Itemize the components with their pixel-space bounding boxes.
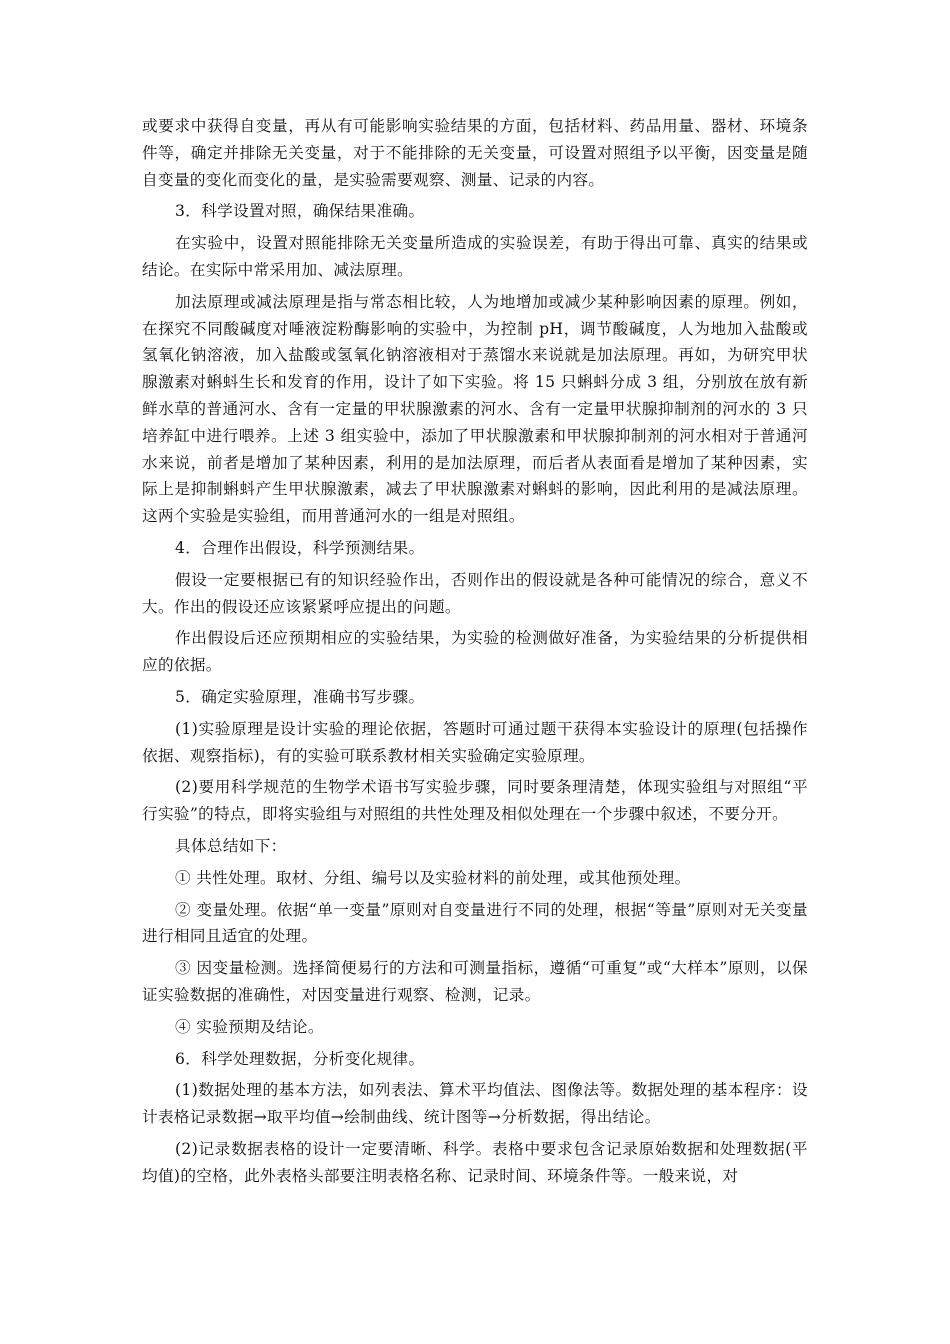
list-item: ③ 因变量检测。选择简便易行的方法和可测量指标，遵循“可重复”或“大样本”原则，以保证实验数据的准确性，对因变量进行观察、检测，记录。 [142,959,808,1004]
document-page [142,118,808,1194]
list-item: ④ 实验预期及结论。 [175,1017,324,1036]
section-heading-6: 6．科学处理数据，分析变化规律。 [175,1049,425,1068]
section-heading-3: 3．科学设置对照，确保结果准确。 [175,202,425,221]
section-heading-5: 5．确定实验原理，准确书写步骤。 [175,687,425,706]
paragraph: 假设一定要根据已有的知识经验作出，否则作出的假设就是各种可能情况的综合，意义不大。作出的假设还应该紧紧呼应提出的问题。 [142,570,808,616]
paragraph: 在实验中，设置对照能排除无关变量所造成的实验误差，有助于得出可靠、真实的结果或结论。在实际中常采用加、减法原理。 [142,234,808,279]
paragraph-continuation: 或要求中获得自变量，再从有可能影响实验结果的方面，包括材料、药品用量、器材、环境条件等，确定并排除无关变量，对于不能排除的无关变量，可设置对照组予以平衡，因变量是随自变量的变化而变化的量，是实验需要观察、测量、记录的内容。 [142,117,808,189]
paragraph: 加法原理或减法原理是指与常态相比较，人为地增加或减少某种影响因素的原理。例如，在探究不同酸碱度对唾液淀粉酶影响的实验中，为控制 pH，调节酸碱度，人为地加入盐酸或氢氧化钠溶液，加入盐酸或氢氧化钠溶液相对于蒸馏水来说就是加法原理。再如，为研究甲状腺激素对蝌蚪生长和发育的作用，设计了如下实验。将 15 只蝌蚪分成 3 组，分别放在放有新鲜水草的普通河水、含有一定量的甲状腺激素的河水、含有一定量甲状腺抑制剂的河水的 3 只培养缸中进行喂养。上述 3 组实验中，添加了甲状腺激素和甲状腺抑制剂的河水相对于普通河水来说，前者是增加了某种因素，利用的是加法原理，而后者从表面看是增加了某种因素，实际上是抑制蝌蚪产生甲状腺激素，减去了甲状腺激素对蝌蚪的影响，因此利用的是减法原理。这两个实验是实验组，而用普通河水的一组是对照组。 [142,292,808,526]
list-item: ② 变量处理。依据“单一变量”原则对自变量进行不同的处理，根据“等量”原则对无关变量进行相同且适宜的处理。 [142,900,808,946]
paragraph: (1)实验原理是设计实验的理论依据，答题时可通过题干获得本实验设计的原理(包括操作依据、观察指标)，有的实验可联系教材相关实验确定实验原理。 [142,719,808,765]
paragraph: 具体总结如下： [175,836,287,855]
section-heading-4: 4．合理作出假设，科学预测结果。 [175,538,425,557]
paragraph: (2)要用科学规范的生物学术语书写实验步骤，同时要条理清楚，体现实验组与对照组“平行实验”的特点，即将实验组与对照组的共性处理及相似处理在一个步骤中叙述，不要分开。 [142,778,808,824]
paragraph: (2)记录数据表格的设计一定要清晰、科学。表格中要求包含记录原始数据和处理数据(平均值)的空格，此外表格头部要注明表格名称、记录时间、环境条件等。一般来说，对 [142,1139,808,1185]
paragraph: (1)数据处理的基本方法，如列表法、算术平均值法、图像法等。数据处理的基本程序：设计表格记录数据→取平均值→绘制曲线、统计图等→分析数据，得出结论。 [142,1081,808,1127]
paragraph: 作出假设后还应预期相应的实验结果，为实验的检测做好准备，为实验结果的分析提供相应的依据。 [142,629,808,675]
list-item: ① 共性处理。取材、分组、编号以及实验材料的前处理，或其他预处理。 [175,868,691,887]
